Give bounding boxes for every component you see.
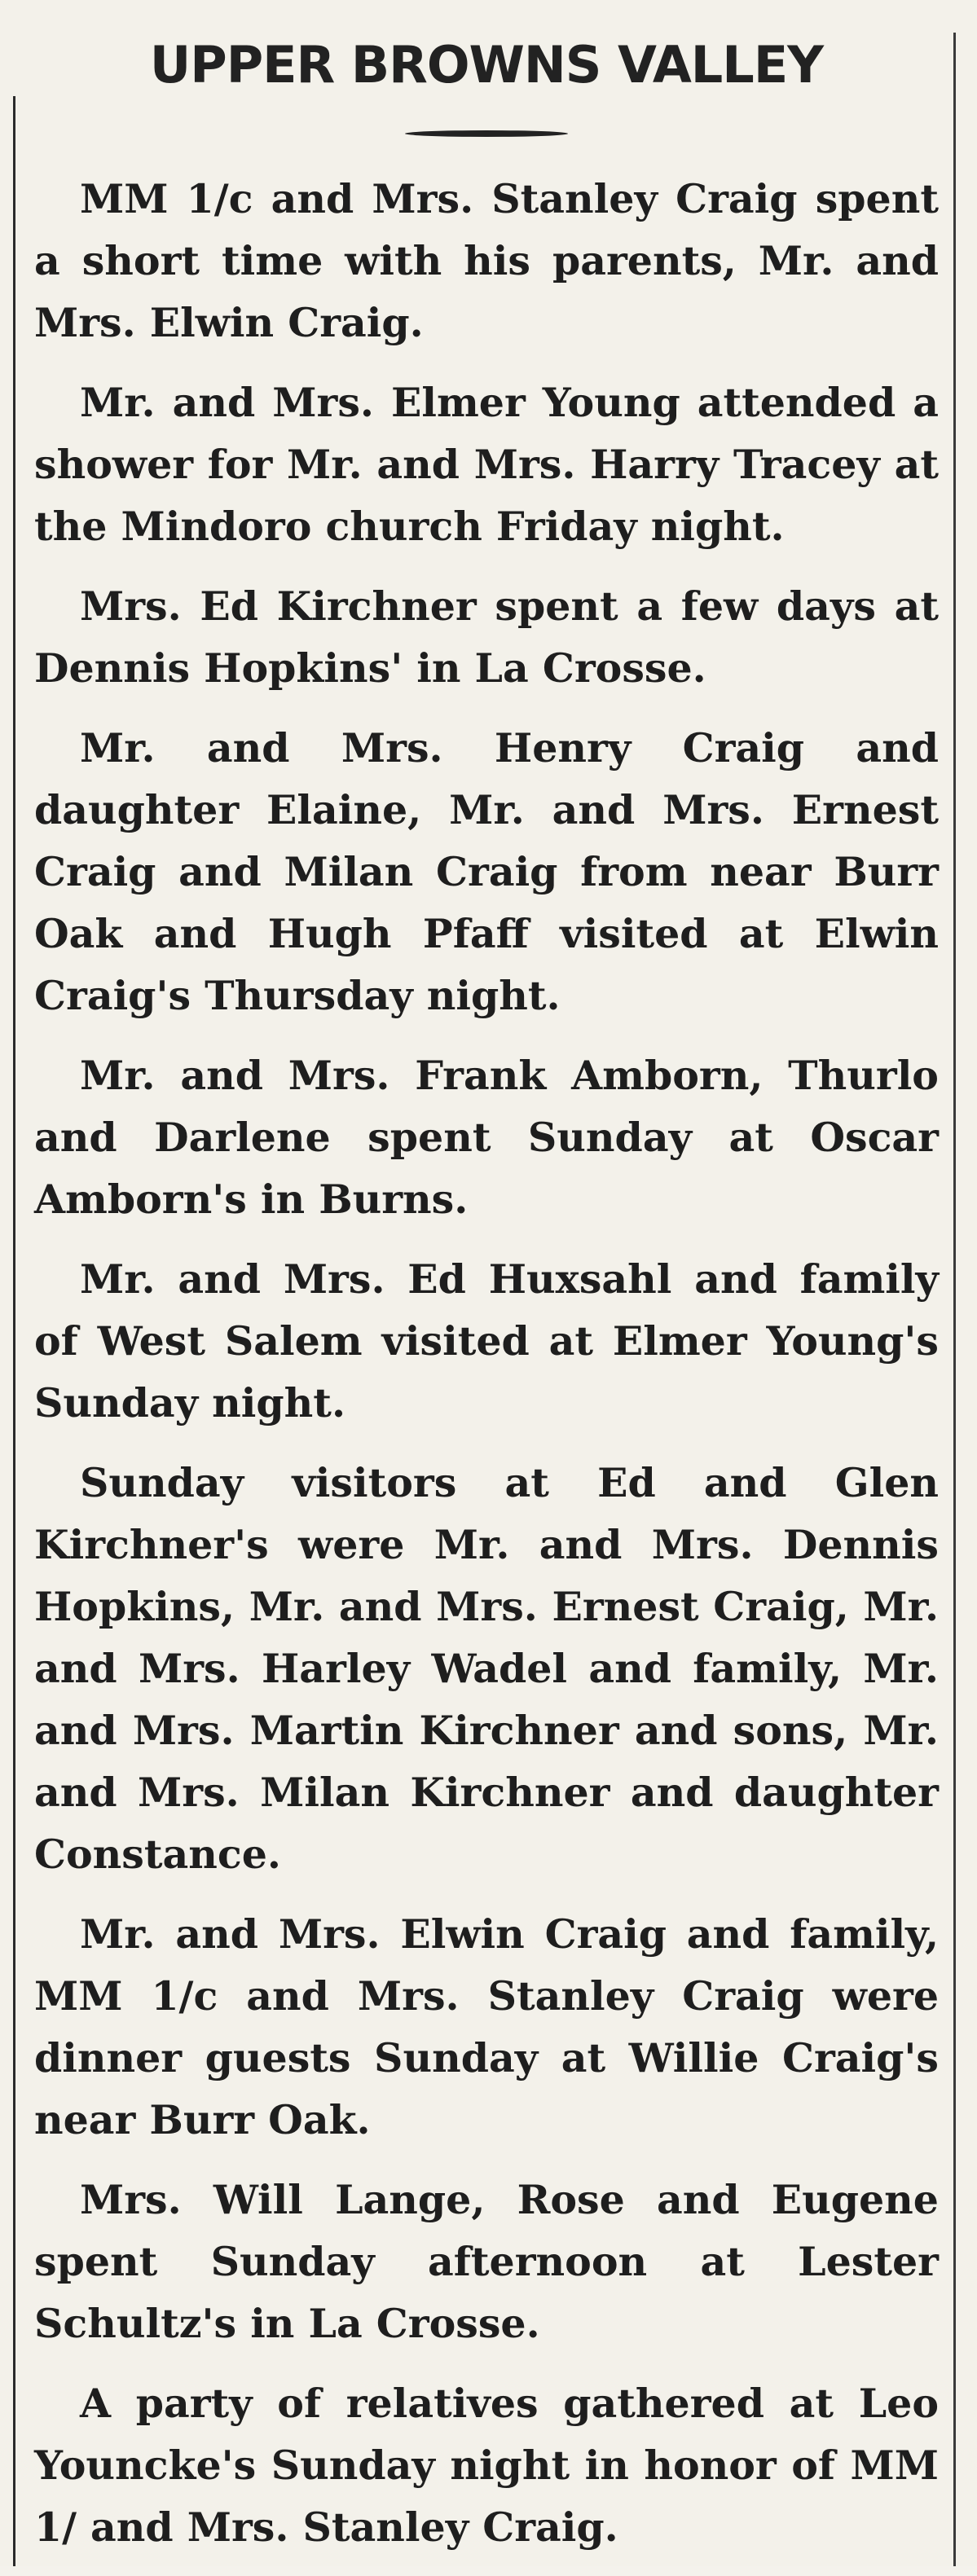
news-item: Mrs. Ed Kirchner spent a few days at Dennis Hopkins' in La Crosse.: [34, 582, 939, 692]
news-item: Mr. and Mrs. Elmer Young attended a shower for Mr. and Mrs. Harry Tracey at the Mindoro church Friday night.: [34, 379, 939, 550]
column-rule-right: [953, 33, 956, 2566]
article-column: [34, 24, 939, 2576]
news-item: Sunday visitors at Ed and Glen Kirchner's were Mr. and Mrs. Dennis Hopkins, Mr. and Mrs. Ernest Craig, Mr. and Mrs. Harley Wadel and family, Mr. and Mrs. Martin Kirchner and sons, Mr. and Mrs. Milan Kirchner and daughter Constance.: [34, 1459, 939, 1878]
news-item: Mr. and Mrs. Ed Huxsahl and family of West Salem visited at Elmer Young's Sunday night.: [34, 1255, 939, 1426]
news-item: MM 1/c and Mrs. Stanley Craig spent a short time with his parents, Mr. and Mrs. Elwin Craig.: [34, 175, 939, 346]
article-headline: UPPER BROWNS VALLEY: [149, 35, 824, 95]
headline-divider: [405, 130, 568, 137]
news-item: Mr. and Mrs. Henry Craig and daughter Elaine, Mr. and Mrs. Ernest Craig and Milan Craig from near Burr Oak and Hugh Pfaff visited at Elwin Craig's Thursday night.: [34, 724, 939, 1019]
news-item: A party of relatives gathered at Leo Youncke's Sunday night in honor of MM 1/ and Mrs. Stanley Craig.: [34, 2380, 939, 2551]
news-item: Mr. and Mrs. Frank Amborn, Thurlo and Darlene spent Sunday at Oscar Amborn's in Burns.: [34, 1052, 939, 1223]
news-item: Mr. and Mrs. Elwin Craig and family, MM 1/c and Mrs. Stanley Craig were dinner guests Sunday at Willie Craig's near Burr Oak.: [34, 1910, 939, 2143]
news-item: Mrs. Will Lange, Rose and Eugene spent Sunday afternoon at Lester Schultz's in La Crosse.: [34, 2176, 939, 2347]
column-rule-left: [13, 96, 15, 2566]
